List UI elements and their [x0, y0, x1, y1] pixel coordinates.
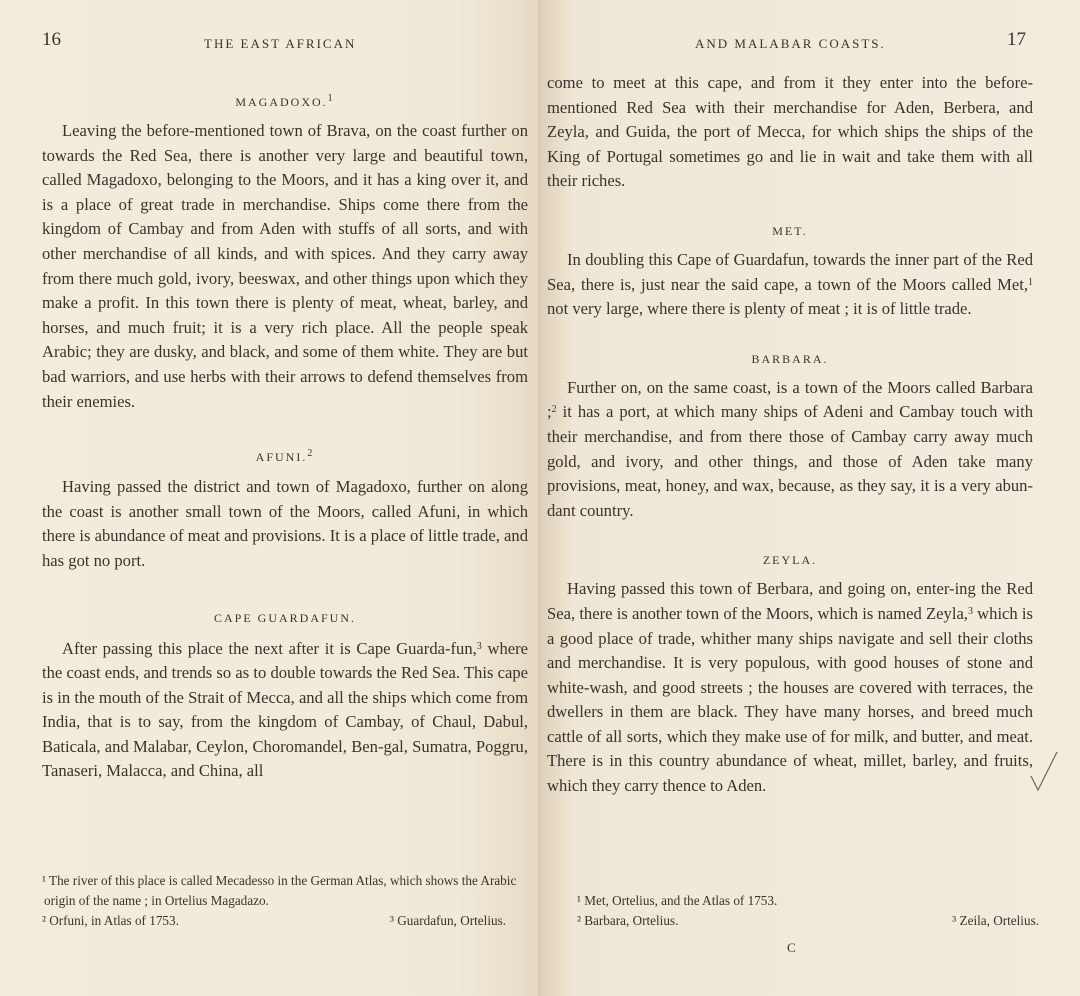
note-ref: 2 [551, 404, 557, 416]
left-body-text [42, 93, 528, 784]
running-head-title: THE EAST AFRICAN [204, 36, 357, 51]
footnote-2: ² Barbara, Ortelius. [577, 913, 679, 928]
paragraph-magadoxo: Leaving the before-mentioned town of Brava, on the coast further on towards the Red Sea, there is another very large and beautiful town, called Magadoxo, belonging to the Moors, and it has a king over it, and is a place of great trade in merchandise. Ships come there from the kingdom of Cambay and from Aden with stuffs of all sorts, and with other merchandise of all kinds, and with spices. And they carry away from there much gold, ivory, beeswax, and other things upon which they make a profit. In this town there is plenty of meat, wheat, barley, and horses, and much fruit; it is a very rich place. All the people speak Arabic; they are dusky, and black, and some of them white. They are but bad warriors, and use herbs with their arrows to defend themselves from their enemies. [42, 121, 528, 411]
footnote-1: ¹ The river of this place is called Mecadesso in the German Atlas, which shows the Arabic origin of the name ; in Ortelius Magadazo. [42, 873, 517, 908]
footnote-1: ¹ Met, Ortelius, and the Atlas of 1753. [577, 893, 778, 908]
right-footnotes [579, 891, 1039, 931]
right-body-text [547, 71, 1033, 799]
paragraph-afuni: Having passed the district and town of Magadoxo, further on along the coast is another small town of the Moors, called Afuni, in which there is abundance of meat and provisions. It is a place of little trade, and has got no port. [42, 477, 528, 570]
right-page [541, 0, 1080, 996]
note-ref: 3 [476, 640, 482, 652]
page-number: 16 [42, 29, 61, 50]
left-running-header [0, 29, 541, 56]
note-ref: 1 [327, 93, 335, 104]
section-heading-met: MET. [772, 223, 808, 238]
footnote-3: ³ Guardafun, Ortelius. [389, 913, 506, 928]
right-running-header [541, 29, 1080, 56]
section-heading-zeyla: ZEYLA. [762, 553, 818, 568]
page-number: 17 [1007, 29, 1026, 50]
printer-signature-mark: C [787, 940, 796, 955]
section-heading-afuni: AFUNI.$^2$ [255, 448, 315, 465]
section-heading-cape-guardafun: CAPE GUARDAFUN. [213, 610, 356, 625]
note-ref: 3 [967, 605, 973, 617]
footnote-3: ³ Zeila, Ortelius. [952, 913, 1039, 928]
pencil-check-mark-icon [1029, 750, 1059, 796]
left-footnotes [44, 871, 530, 931]
paragraph-cape-guardafun: After passing this place the next after it is Cape Guarda-fun,$^3$ where the coast ends, and trends so as to double towards the Red Sea. This cape is in the mouth of the Strait of Mecca, and all the ships which come from India, that is to say, from the kingdom of Cambay, of Chaul, Dabul, Baticala, and Malabar, Ceylon, Choromandel, Ben-gal, Sumatra, Poggru, Tanaseri, Malacca, and China, all [42, 638, 529, 781]
paragraph-met: In doubling this Cape of Guardafun, towards the inner part of the Red Sea, there is, just near the said cape, a town of the Moors called Met,$^1$ not very large, where there is plenty of meat ; it is of little trade. [547, 249, 1033, 319]
section-heading-magadoxo: MAGADOXO.$^1$ [235, 93, 335, 109]
footnote-2: ² Orfuni, in Atlas of 1753. [42, 913, 179, 928]
running-head-title: AND MALABAR COASTS. [695, 36, 886, 51]
paragraph-continuation: come to meet at this cape, and from it they enter into the before-mentioned Red Sea with their merchandise for Aden, Berbera, and Zeyla, and Guida, the port of Mecca, for which ships the ships of the King of Portugal sometimes go and lie in wait and take them with all their riches. [547, 73, 1033, 191]
note-ref: 1 [1028, 276, 1033, 288]
section-heading-barbara: BARBARA. [751, 351, 829, 366]
paragraph-zeyla: Having passed this town of Berbara, and going on, enter-ing the Red Sea, there is another town of the Moors, which is named Zeyla,$^3$ which is a good place of trade, whither many ships navigate and sell their cloths and merchandise. It is very populous, with good houses of stone and white-wash, and good streets ; the houses are covered with terraces, the dwellers in them are black. They have many horses, and breed much cattle of all sorts, which they make use of for milk, and butter, and meat. There is in this country abundance of wheat, millet, barley, and fruits, which they carry thence to Aden. [547, 579, 1033, 796]
note-ref: 2 [307, 448, 315, 460]
paragraph-barbara: Further on, on the same coast, is a town of the Moors called Barbara ;$^2$ it has a port, at which many ships of Adeni and Cambay touch with their merchandise, and from there those of Cambay carry away much gold, and ivory, and other things, and those of Aden take many provisions, meat, honey, and wax, because, as they say, it is a very abun-dant country. [547, 377, 1033, 520]
